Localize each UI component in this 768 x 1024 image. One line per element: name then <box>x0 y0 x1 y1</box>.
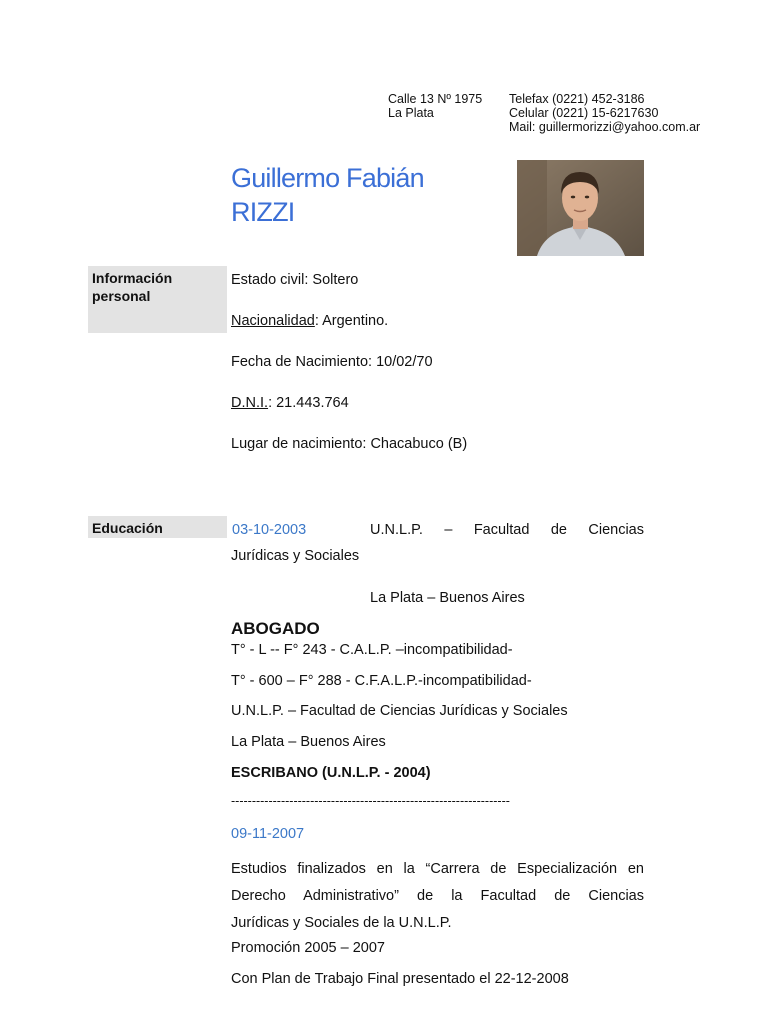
first-name: Guillermo Fabián <box>231 163 424 193</box>
dni-value: : 21.443.764 <box>268 395 349 411</box>
studies-line-1: Estudios finalizados en la “Carrera de Especialización en <box>231 861 644 877</box>
studies-line-3: Jurídicas y Sociales de la U.N.L.P. <box>231 915 452 931</box>
nationality-key: Nacionalidad <box>231 313 315 329</box>
contact-info <box>509 92 700 134</box>
institution-1-line-1-text: U.N.L.P. – Facultad de Ciencias <box>370 522 644 538</box>
marital-status: Estado civil: Soltero <box>231 272 359 288</box>
mobile: Celular (0221) 15-6217630 <box>509 106 659 120</box>
institution-1-line-2: Jurídicas y Sociales <box>231 548 360 564</box>
registration-1: T° - L -- F° 243 - C.A.L.P. –incompatibilidad- <box>231 642 513 658</box>
education-date-1: 03-10-2003 <box>232 522 307 538</box>
profile-photo <box>517 160 644 256</box>
portrait-image <box>517 160 644 256</box>
birth-place: Lugar de nacimiento: Chacabuco (B) <box>231 436 468 452</box>
phone: Telefax (0221) 452-3186 <box>509 92 645 106</box>
section-label-personal <box>88 266 227 333</box>
separator-line: ------------------------------------------------------------------- <box>231 794 510 808</box>
dni <box>231 395 349 411</box>
email[interactable]: Mail: guillermorizzi@yahoo.com.ar <box>509 120 701 134</box>
final-work-plan: Con Plan de Trabajo Final presentado el 22-12-2008 <box>231 971 569 987</box>
nationality-value: : Argentino. <box>314 313 389 329</box>
address <box>388 92 482 120</box>
institution-1-line-1 <box>370 522 644 538</box>
degree-title-abogado: ABOGADO <box>231 619 320 638</box>
address-city: La Plata <box>388 106 434 120</box>
dni-key: D.N.I. <box>231 395 269 411</box>
degree-title-escribano: ESCRIBANO (U.N.L.P. - 2004) <box>231 765 431 781</box>
section-label-personal-text: Información personal <box>92 270 173 304</box>
birth-date: Fecha de Nacimiento: 10/02/70 <box>231 354 433 370</box>
registration-2: T° - 600 – F° 288 - C.F.A.L.P.-incompatibilidad- <box>231 673 532 689</box>
education-city-2: La Plata – Buenos Aires <box>231 734 386 750</box>
person-name <box>231 161 424 229</box>
nationality <box>231 313 388 329</box>
education-city-1: La Plata – Buenos Aires <box>370 590 525 606</box>
section-label-education <box>88 516 227 538</box>
studies-line-2: Derecho Administrativo” de la Facultad de Ciencias <box>231 888 644 904</box>
address-line: Calle 13 Nº 1975 <box>388 92 483 106</box>
section-label-education-text: Educación <box>92 520 163 536</box>
specialization-studies <box>231 856 644 937</box>
education-date-2: 09-11-2007 <box>231 826 305 842</box>
promotion: Promoción 2005 – 2007 <box>231 940 385 956</box>
institution-2: U.N.L.P. – Facultad de Ciencias Jurídicas y Sociales <box>231 703 568 719</box>
last-name: RIZZI <box>231 197 295 227</box>
